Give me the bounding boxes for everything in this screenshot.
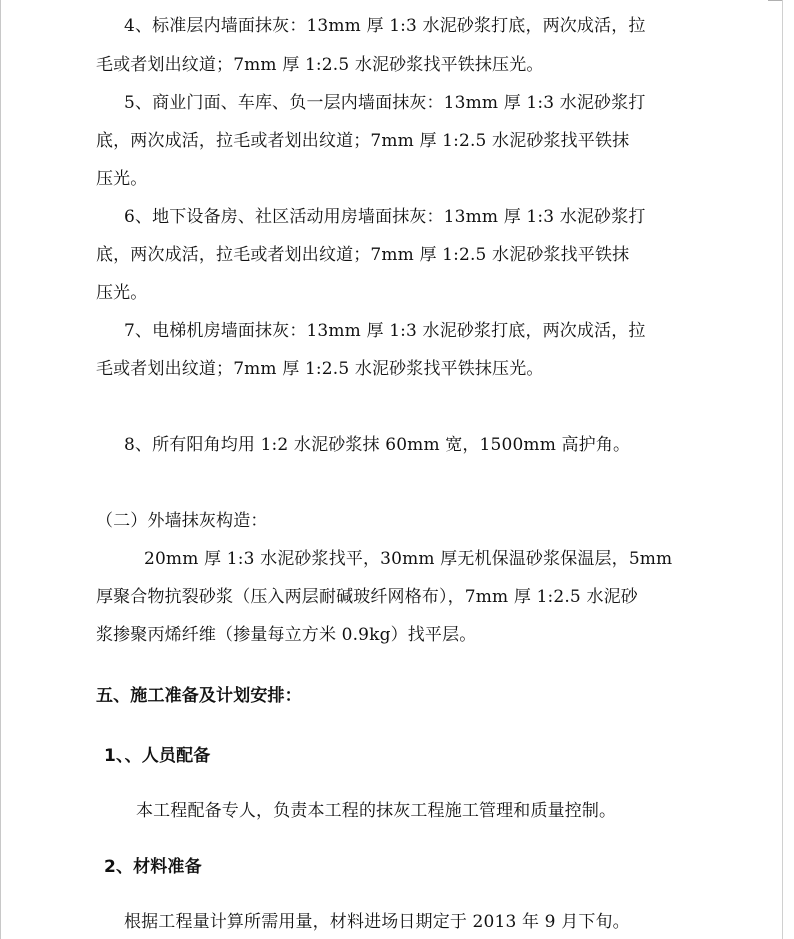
- paragraph-line: 4、标准层内墙面抹灰：13mm 厚 1:3 水泥砂浆打底，两次成活，拉: [124, 16, 646, 36]
- paragraph-line: 7、电梯机房墙面抹灰：13mm 厚 1:3 水泥砂浆打底，两次成活，拉: [124, 321, 646, 341]
- paragraph-line: 20mm 厚 1:3 水泥砂浆找平，30mm 厚无机保温砂浆保温层，5mm: [144, 549, 673, 569]
- paragraph-line: 5、商业门面、车库、负一层内墙面抹灰：13mm 厚 1:3 水泥砂浆打: [124, 93, 646, 113]
- paragraph-line: 6、地下设备房、社区活动用房墙面抹灰：13mm 厚 1:3 水泥砂浆打: [124, 207, 646, 227]
- paragraph-line: 压光。: [96, 283, 148, 303]
- paragraph-line: 8、所有阳角均用 1:2 水泥砂浆抹 60mm 宽，1500mm 高护角。: [124, 435, 631, 455]
- section-heading: 五、施工准备及计划安排：: [96, 686, 302, 706]
- paragraph-line: 压光。: [96, 169, 148, 189]
- subsection-heading: 1、、人员配备: [104, 746, 211, 766]
- subsection-heading: 2、材料准备: [104, 857, 202, 877]
- paragraph-line: 底，两次成活，拉毛或者划出纹道；7mm 厚 1:2.5 水泥砂浆找平铁抹: [96, 245, 630, 265]
- paragraph-line: 厚聚合物抗裂砂浆（压入两层耐碱玻纤网格布），7mm 厚 1:2.5 水泥砂: [96, 587, 638, 607]
- section-subheading: （二）外墙抹灰构造：: [96, 511, 268, 531]
- page-left-edge: [0, 0, 1, 939]
- paragraph-line: 底，两次成活，拉毛或者划出纹道；7mm 厚 1:2.5 水泥砂浆找平铁抹: [96, 131, 630, 151]
- page-corner-mark: [768, 0, 782, 1]
- paragraph-line: 毛或者划出纹道；7mm 厚 1:2.5 水泥砂浆找平铁抹压光。: [96, 359, 544, 379]
- paragraph-line: 本工程配备专人，负责本工程的抹灰工程施工管理和质量控制。: [136, 801, 617, 821]
- page-right-margin-guide: [782, 0, 783, 939]
- paragraph-line: 根据工程量计算所需用量，材料进场日期定于 2013 年 9 月下旬。: [124, 912, 630, 932]
- paragraph-line: 毛或者划出纹道；7mm 厚 1:2.5 水泥砂浆找平铁抹压光。: [96, 55, 544, 75]
- paragraph-line: 浆掺聚丙烯纤维（掺量每立方米 0.9kg）找平层。: [96, 625, 477, 645]
